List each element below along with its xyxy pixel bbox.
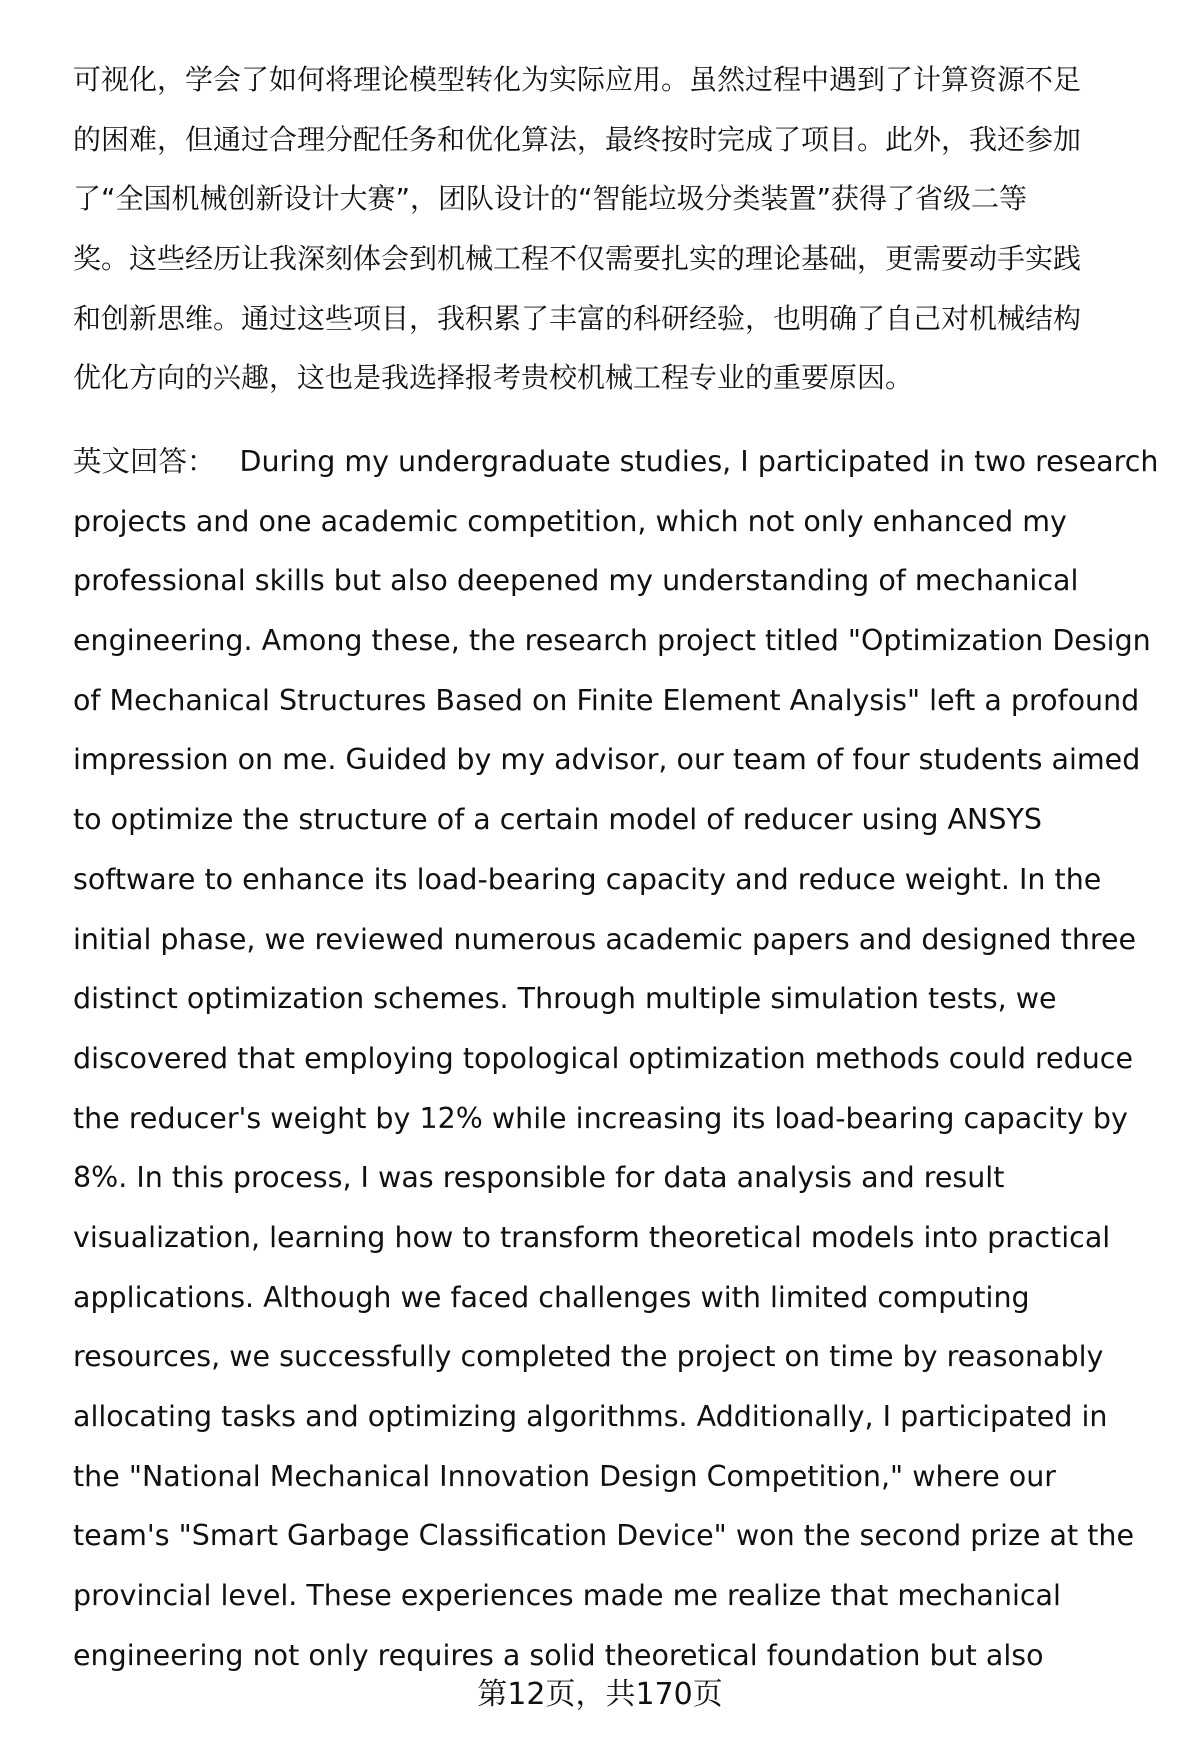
text-line: professional skills but also deepened my understanding of mechanical (73, 564, 1079, 598)
text-line: 8%. In this process, I was responsible for data analysis and result (73, 1161, 1005, 1195)
text-line: software to enhance its load-bearing capacity and reduce weight. In the (73, 862, 1102, 896)
text-line: applications. Although we faced challenges with limited computing (73, 1280, 1030, 1314)
text-line: to optimize the structure of a certain model of reducer using ANSYS (73, 803, 1042, 837)
text-line: the reducer's weight by 12% while increasing its load-bearing capacity by (73, 1101, 1128, 1135)
text-line: of Mechanical Structures Based on Finite Element Analysis" left a profound (73, 683, 1140, 717)
text-line: team's "Smart Garbage Classification Device" won the second prize at the (73, 1519, 1134, 1553)
text-line: 的困难，但通过合理分配任务和优化算法，最终按时完成了项目。此外，我还参加 (73, 122, 1082, 156)
english-answer-paragraph (73, 432, 1159, 1685)
text-line: visualization, learning how to transform theoretical models into practical (73, 1220, 1111, 1254)
text-line: initial phase, we reviewed numerous academic papers and designed three (73, 922, 1137, 956)
text-line: 和创新思维。通过这些项目，我积累了丰富的科研经验，也明确了自己对机械结构 (73, 301, 1082, 335)
text-line: impression on me. Guided by my advisor, our team of four students aimed (73, 743, 1141, 777)
text-line: provincial level. These experiences made me realize that mechanical (73, 1579, 1061, 1613)
text-line: engineering. Among these, the research project titled "Optimization Design (73, 624, 1151, 658)
text-line: 优化方向的兴趣，这也是我选择报考贵校机械工程专业的重要原因。 (73, 361, 914, 395)
chinese-paragraph (73, 50, 1153, 408)
answer-label: 英文回答： (73, 445, 216, 478)
text-line: 奖。这些经历让我深刻体会到机械工程不仅需要扎实的理论基础，更需要动手实践 (73, 242, 1082, 276)
text-line: engineering not only requires a solid theoretical foundation but also (73, 1638, 1044, 1672)
text-line: distinct optimization schemes. Through multiple simulation tests, we (73, 982, 1057, 1016)
text-line (73, 432, 1159, 492)
text-line: 了“全国机械创新设计大赛”，团队设计的“智能垃圾分类装置”获得了省级二等 (73, 182, 1028, 216)
text-line: projects and one academic competition, which not only enhanced my (73, 504, 1067, 538)
text-line: discovered that employing topological optimization methods could reduce (73, 1041, 1133, 1075)
text-line: resources, we successfully completed the project on time by reasonably (73, 1340, 1104, 1374)
page-number-footer: 第12页，共170页 (477, 1677, 723, 1712)
text-line: the "National Mechanical Innovation Design Competition," where our (73, 1459, 1057, 1493)
text-line: 可视化，学会了如何将理论模型转化为实际应用。虽然过程中遇到了计算资源不足 (73, 63, 1082, 96)
text-line: allocating tasks and optimizing algorithms. Additionally, I participated in (73, 1400, 1108, 1433)
text-line-content: During my undergraduate studies, I participated in two research (239, 445, 1159, 478)
